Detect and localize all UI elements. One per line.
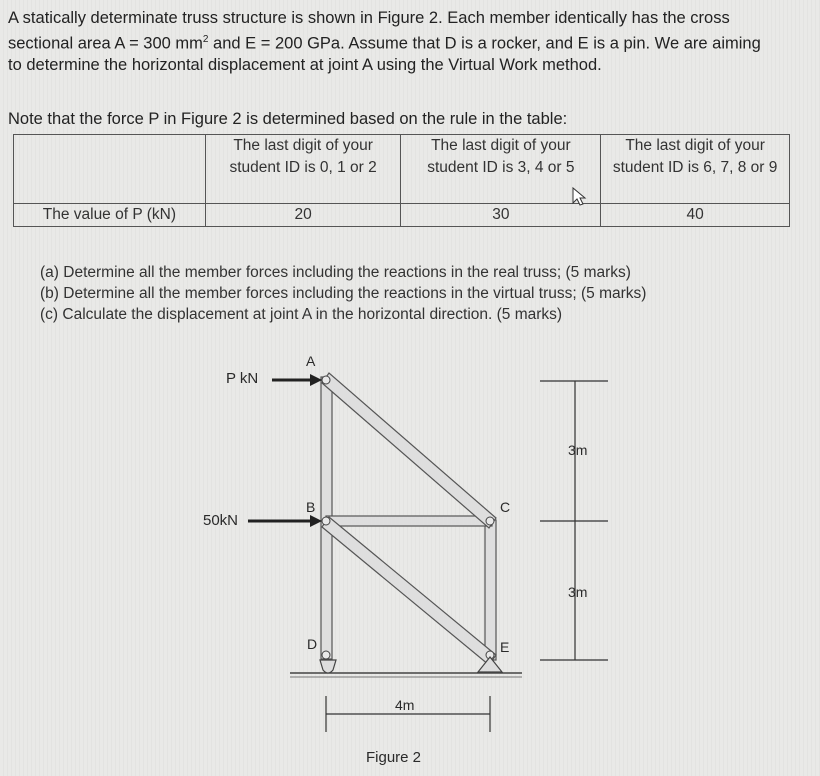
table-cell: 40 <box>601 204 790 227</box>
rocker-support-icon <box>320 660 336 673</box>
superscript: 2 <box>202 34 209 45</box>
dimension-label-width: 4m <box>395 697 415 713</box>
load-label-50kn: 50kN <box>203 512 239 529</box>
figure-caption: Figure 2 <box>366 749 422 766</box>
joint-label-a: A <box>306 353 316 369</box>
question-a: (a) Determine all the member forces including the reactions in the real truss; (5 marks) <box>40 264 631 281</box>
question-b: (b) Determine all the member forces including the reactions in the virtual truss; (5 marks) <box>40 285 647 302</box>
member-be <box>322 517 496 665</box>
load-arrow-p <box>272 374 322 386</box>
joint-d-pin <box>322 651 330 659</box>
joint-label-e: E <box>500 639 510 655</box>
table-cell: 20 <box>205 204 401 227</box>
vertical-dimension <box>540 381 608 660</box>
intro-line-1: A statically determinate truss structure is shown in Figure 2. Each member identically has the cross <box>8 9 730 27</box>
table-header-cell: The last digit of your student ID is 6, 7, 8 or 9 <box>601 135 790 204</box>
dimension-label-lower: 3m <box>568 584 588 600</box>
table-header-cell: The last digit of your student ID is 0, 1 or 2 <box>205 135 401 204</box>
joint-a-pin <box>322 376 330 384</box>
load-arrow-50kn <box>248 515 322 527</box>
joint-label-b: B <box>306 499 316 515</box>
joint-b-pin <box>322 517 330 525</box>
member-ce <box>485 520 496 660</box>
intro-line-3: to determine the horizontal displacement at joint A using the Virtual Work method. <box>8 55 602 74</box>
joint-label-d: D <box>307 636 318 652</box>
intro-line-2b: and E = 200 GPa. Assume that D is a rocker, and E is a pin. We are aiming <box>208 34 761 53</box>
member-ac <box>322 373 496 528</box>
member-bc <box>326 516 492 526</box>
ground <box>290 673 522 677</box>
dimension-label-upper: 3m <box>568 442 588 458</box>
table-cell: 30 <box>401 204 601 227</box>
joint-label-c: C <box>500 499 511 515</box>
table-note: Note that the force P in Figure 2 is determined based on the rule in the table: <box>8 110 568 128</box>
question-c: (c) Calculate the displacement at joint A in the horizontal direction. (5 marks) <box>40 306 563 323</box>
intro-line-2a: sectional area A = 300 mm <box>8 34 203 53</box>
joint-c-pin <box>486 517 494 525</box>
table-row-label: The value of P (kN) <box>14 204 206 227</box>
truss-members <box>321 373 496 665</box>
mouse-cursor-icon <box>573 188 585 205</box>
load-label-p: P kN <box>226 370 259 387</box>
table-header-cell: The last digit of your student ID is 3, 4 or 5 <box>401 135 601 204</box>
